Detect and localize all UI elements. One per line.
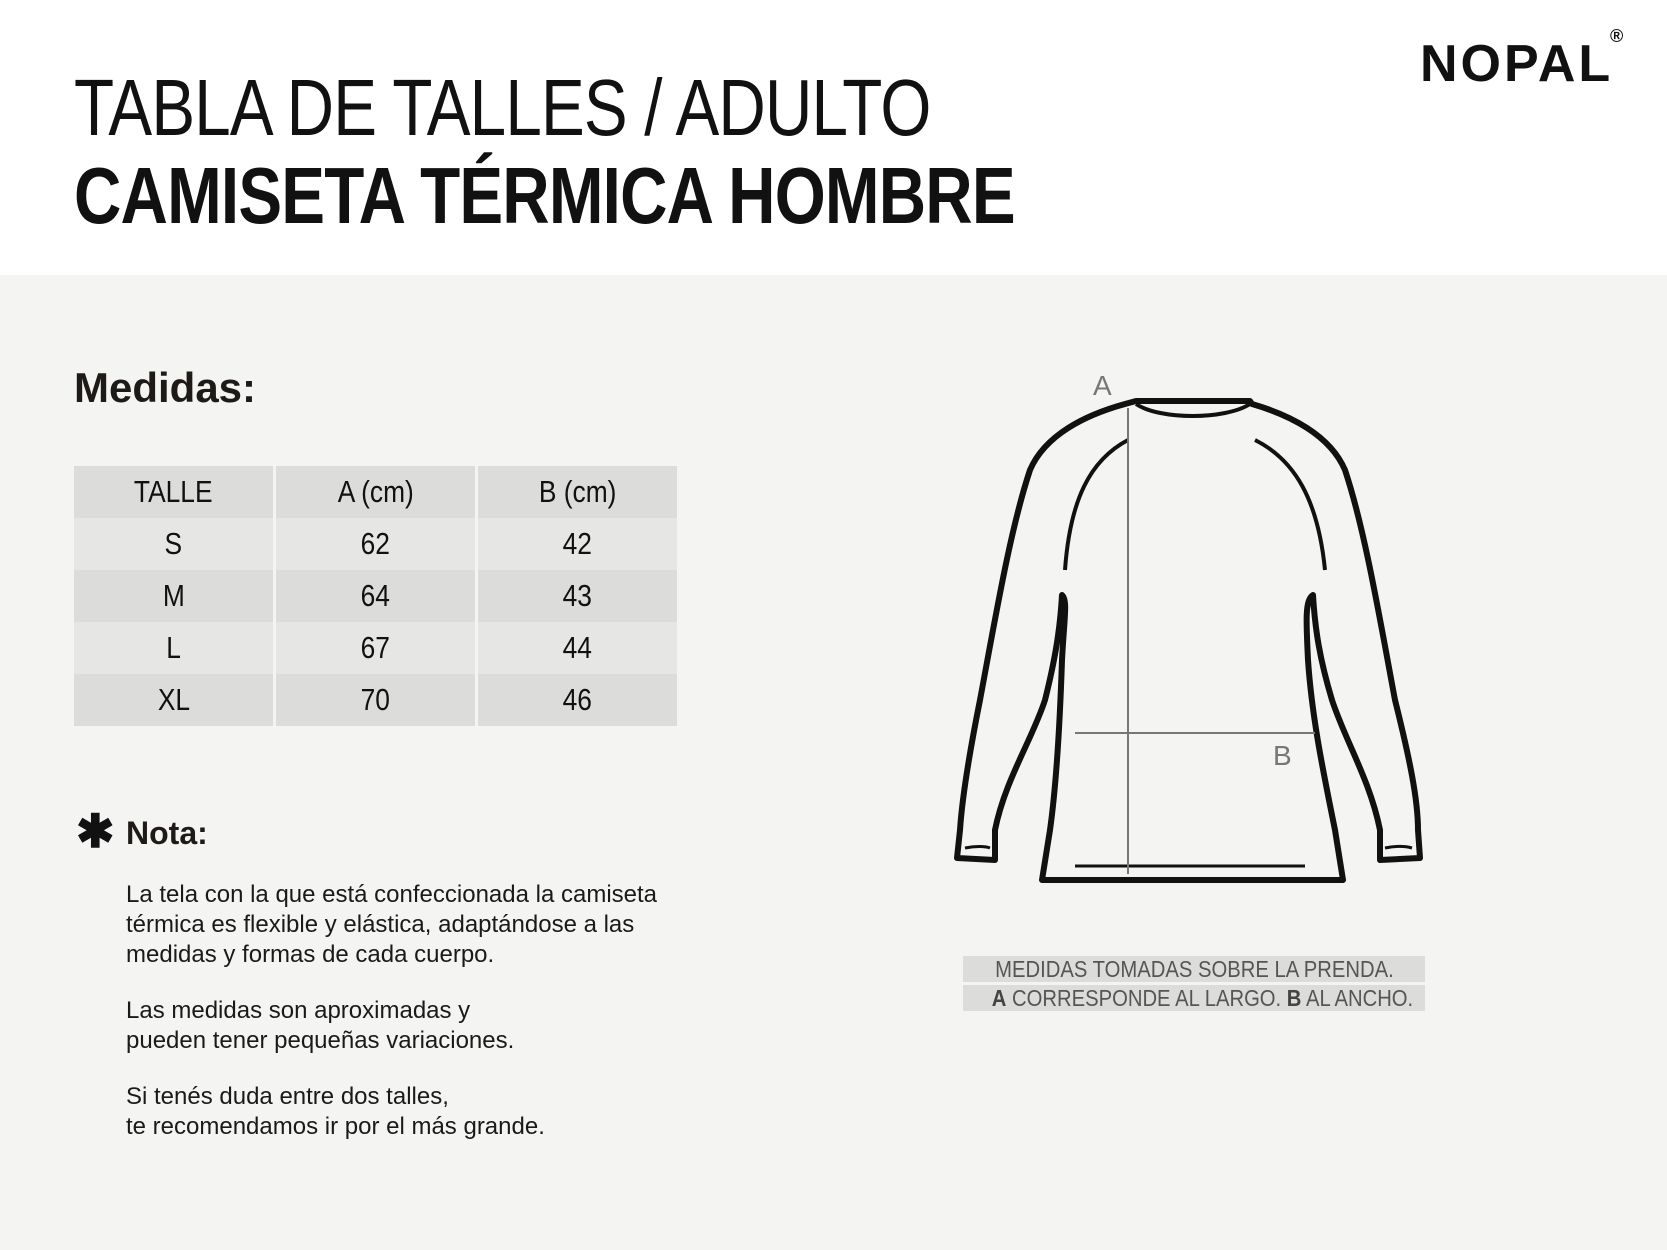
cuff-left — [965, 847, 990, 849]
measures-title: Medidas: — [74, 364, 257, 411]
size-cell: XL — [74, 674, 273, 726]
caption-line-1: MEDIDAS TOMADAS SOBRE LA PRENDA. — [963, 956, 1425, 982]
note-paragraph: La tela con la que está confeccionada la camiseta térmica es flexible y elástica, adaptándose a las medidas y formas de cada cuerpo. — [126, 881, 658, 968]
length-cell: 62 — [276, 518, 475, 570]
raglan-seam-right — [1255, 440, 1325, 570]
note-paragraph: Las medidas son aproximadas y pueden tener pequeñas variaciones. — [126, 997, 515, 1054]
size-table — [71, 466, 680, 726]
width-cell: 43 — [478, 570, 677, 622]
cuff-right — [1385, 847, 1412, 849]
table-row — [74, 518, 677, 570]
brand-logo: NOPAL — [1420, 35, 1614, 93]
size-cell: L — [74, 622, 273, 674]
page-subtitle: CAMISETA TÉRMICA HOMBRE — [74, 151, 1015, 240]
registered-mark: ® — [1610, 26, 1624, 46]
size-table-header — [74, 466, 677, 518]
length-cell: 64 — [276, 570, 475, 622]
page-title: TABLA DE TALLES / ADULTO — [74, 63, 931, 152]
column-header-b: B (cm) — [478, 466, 677, 518]
table-row — [74, 622, 677, 674]
table-row — [74, 570, 677, 622]
column-header-size: TALLE — [74, 466, 273, 518]
note-paragraph: Si tenés duda entre dos talles, te recomendamos ir por el más grande. — [126, 1083, 545, 1140]
collar-line — [1136, 404, 1250, 416]
column-header-a: A (cm) — [276, 466, 475, 518]
header — [0, 0, 1667, 275]
note-title: Nota: — [126, 815, 208, 851]
size-cell: S — [74, 518, 273, 570]
width-cell: 44 — [478, 622, 677, 674]
measure-label-b: B — [1273, 740, 1292, 771]
caption-line-2: A CORRESPONDE AL LARGO. B AL ANCHO. — [963, 985, 1425, 1011]
length-cell: 67 — [276, 622, 475, 674]
shirt-diagram — [940, 370, 1440, 890]
asterisk-icon: ✱ — [76, 805, 115, 857]
size-cell: M — [74, 570, 273, 622]
shirt-outline — [957, 401, 1420, 880]
measure-label-a: A — [1093, 370, 1112, 401]
width-cell: 42 — [478, 518, 677, 570]
width-cell: 46 — [478, 674, 677, 726]
length-cell: 70 — [276, 674, 475, 726]
table-row — [74, 674, 677, 726]
raglan-seam-left — [1065, 440, 1128, 570]
